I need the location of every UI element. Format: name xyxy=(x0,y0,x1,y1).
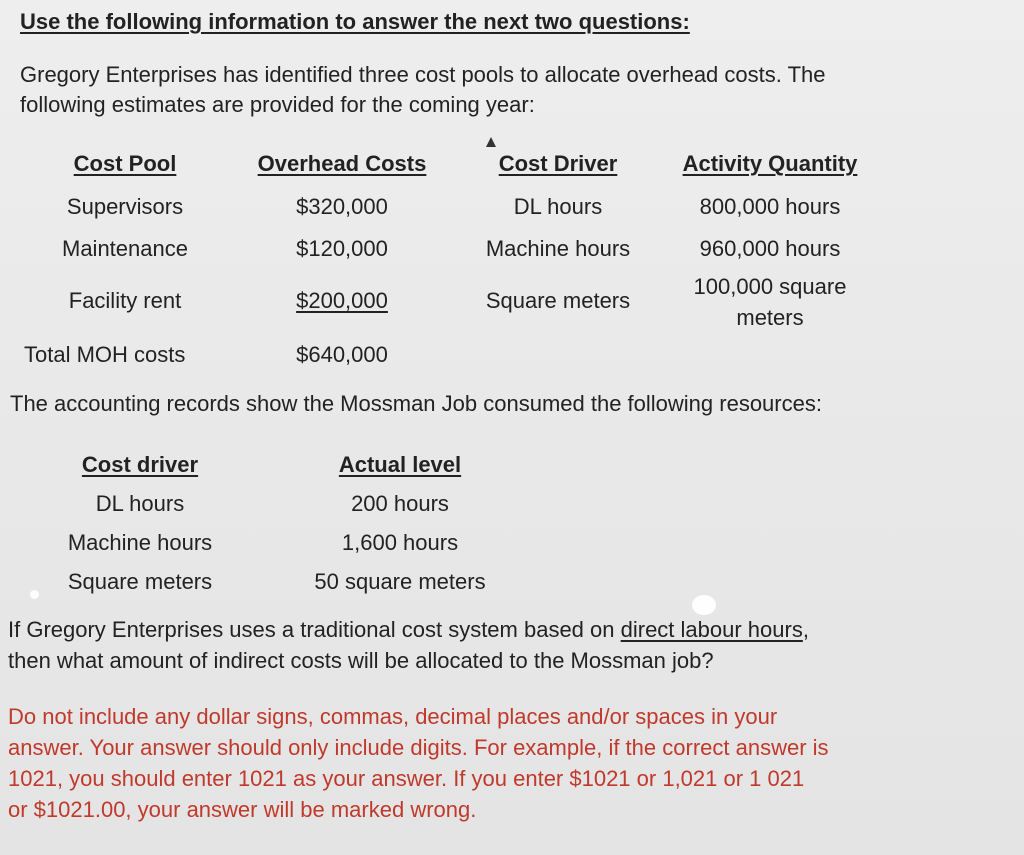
header-activity-quantity: Activity Quantity xyxy=(682,151,858,176)
header-overhead-costs: Overhead Costs xyxy=(257,151,427,176)
glare-dot-right xyxy=(692,595,716,615)
resource-row-1-level: 200 hours xyxy=(351,491,449,516)
mouse-cursor-icon xyxy=(486,137,496,147)
question-emphasis: direct labour hours xyxy=(620,617,803,642)
header-actual-level: Actual level xyxy=(338,452,462,477)
question-line-1 xyxy=(8,617,809,643)
row-1-activity-quantity: 800,000 hours xyxy=(699,194,841,219)
records-intro: The accounting records show the Mossman Job consumed the following resources: xyxy=(10,391,822,416)
instruction-line-1: Do not include any dollar signs, commas, decimal places and/or spaces in your xyxy=(8,704,778,729)
heading: Use the following information to answer the next two questions: xyxy=(20,9,690,34)
total-moh-value: $640,000 xyxy=(296,342,388,367)
row-2-cost-driver: Machine hours xyxy=(485,236,631,261)
header-cost-driver: Cost Driver xyxy=(498,151,618,176)
instruction-line-4: or $1021.00, your answer will be marked wrong. xyxy=(8,797,477,822)
total-moh-label: Total MOH costs xyxy=(24,342,186,367)
header-cost-pool: Cost Pool xyxy=(73,151,177,176)
row-3-cost-pool: Facility rent xyxy=(68,288,182,313)
row-3-cost-driver: Square meters xyxy=(485,288,631,313)
row-2-activity-quantity: 960,000 hours xyxy=(699,236,841,261)
resource-row-2-level: 1,600 hours xyxy=(341,530,459,555)
row-1-cost-pool: Supervisors xyxy=(66,194,184,219)
row-2-cost-pool: Maintenance xyxy=(62,236,188,261)
glare-dot-left xyxy=(30,590,39,599)
intro-line-2: following estimates are provided for the coming year: xyxy=(20,92,535,117)
question-line-2: then what amount of indirect costs will be allocated to the Mossman job? xyxy=(8,648,714,673)
resource-row-1-driver: DL hours xyxy=(95,491,185,516)
row-3-overhead-cost: $200,000 xyxy=(296,288,388,313)
row-3-activity-quantity-cont: meters xyxy=(736,305,804,330)
intro-line-1: Gregory Enterprises has identified three cost pools to allocate overhead costs. The xyxy=(20,62,826,87)
instruction-line-3: 1021, you should enter 1021 as your answer. If you enter $1021 or 1,021 or 1 021 xyxy=(8,766,805,791)
row-1-cost-driver: DL hours xyxy=(513,194,603,219)
header-cost-driver-2: Cost driver xyxy=(81,452,199,477)
instruction-line-2: answer. Your answer should only include digits. For example, if the correct answer is xyxy=(8,735,829,760)
question-prefix: If Gregory Enterprises uses a traditional cost system based on xyxy=(8,617,621,642)
resource-row-3-driver: Square meters xyxy=(67,569,213,594)
resource-row-3-level: 50 square meters xyxy=(314,569,486,594)
row-3-activity-quantity: 100,000 square xyxy=(693,274,847,299)
row-1-overhead-cost: $320,000 xyxy=(296,194,388,219)
question-suffix: , xyxy=(802,617,809,642)
resource-row-2-driver: Machine hours xyxy=(67,530,213,555)
row-2-overhead-cost: $120,000 xyxy=(296,236,388,261)
